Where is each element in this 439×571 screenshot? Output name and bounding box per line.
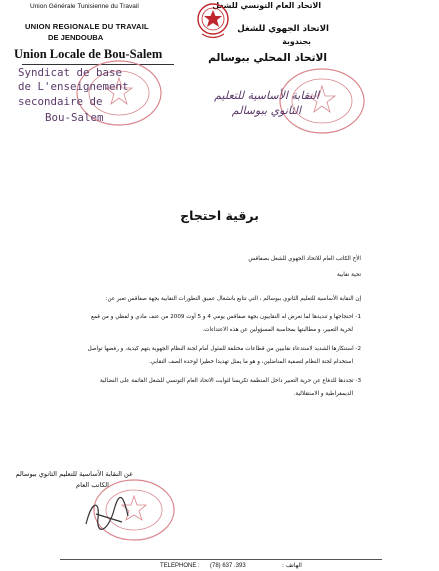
header-regional-union-fr: UNION REGIONALE DU TRAVAIL	[25, 22, 149, 31]
footer-phone-label-ar: الهاتف :	[282, 562, 302, 569]
paragraph-2-line-2: استخدام لجنة النظام لتصفية المناضلين، و هو ما يمثل تهديدا خطيرا لوحدة الصف النقابي.	[148, 359, 353, 365]
footer-phone-label: TELEPHONE :	[160, 563, 200, 569]
handwritten-note-ar-line: الثانوي ببوسالم	[231, 104, 301, 117]
union-logo-icon	[196, 2, 230, 42]
header-local-union-fr: Union Locale de Bou-Salem	[14, 47, 163, 61]
paragraph-text: احتجاجها و تنديدها لما تعرض له النقابيون بجهة صفاقس يومي 4 و 5 أوت 2009 من عنف مادي و لفظي و من قمع	[91, 314, 354, 320]
paragraph-number: 3-	[355, 378, 361, 384]
paragraph-number: 2-	[355, 346, 361, 352]
greeting: تحية نقابية	[337, 272, 361, 278]
handwritten-note-line: de L'enseignement	[18, 80, 129, 93]
footer-phone-number: (78) 637 .393	[210, 563, 246, 569]
handwritten-note-line: secondaire de	[18, 95, 103, 108]
document-title: برقية احتجاج	[180, 208, 259, 223]
paragraph-text: تجددها للدفاع عن حرية التعبير داخل المنظمة تكريسا لثوابت الاتحاد العام التونسي للشغل القائمة على النضالية	[99, 378, 354, 384]
header-region-ar: بجندوبة	[282, 37, 311, 46]
header-local-union-ar: الاتحاد المحلي ببوسالم	[208, 52, 327, 64]
signature-title: الكاتب العام	[75, 481, 109, 489]
paragraph-number: 1-	[355, 314, 361, 320]
signature-org: عن النقابة الأساسية للتعليم الثانوي ببوسالم	[15, 470, 133, 478]
header-region-fr: DE JENDOUBA	[48, 33, 104, 42]
footer-divider	[60, 559, 382, 560]
addressee: الأخ الكاتب العام للاتحاد الجهوي للشغل بصفاقس	[248, 256, 361, 262]
header-org-name-fr: Union Générale Tunisienne du Travail	[30, 3, 139, 10]
handwritten-note-line: Bou-Salem	[45, 111, 104, 124]
header-regional-union-ar: الاتحاد الجهوي للشغل	[237, 24, 329, 34]
paragraph-1-line-2: لحرية التعبير، و مطالبتها بمحاسبة المسؤولين عن هذه الاعتداءات.	[202, 327, 353, 333]
paragraph-text: استنكارها الشديد لاستدعاء نقابيين من قطاعات مختلفة للمثول أمام لجنة النظام الجهوية بتهم كيدية، و رفضها تواصل	[87, 346, 354, 352]
paragraph-1-line-1	[91, 314, 361, 320]
signature-scribble-icon	[78, 494, 138, 534]
handwritten-note-line: Syndicat de base	[18, 66, 123, 79]
handwritten-note-ar-line: النقابة الأساسية للتعليم	[214, 89, 319, 102]
intro-text: إن النقابة الأساسية للتعليم الثانوي ببوسالم ، التي تتابع بانشغال عميق التطورات النقابية بجهة صفاقس تعبر عن:	[105, 296, 361, 302]
paragraph-3-line-1	[100, 378, 361, 384]
paragraph-3-line-2: الديمقراطية و الاستقلالية.	[293, 391, 353, 397]
paragraph-2-line-1	[88, 346, 361, 352]
header-org-name-ar: الاتحاد العام التونسي للشغل	[212, 1, 321, 10]
